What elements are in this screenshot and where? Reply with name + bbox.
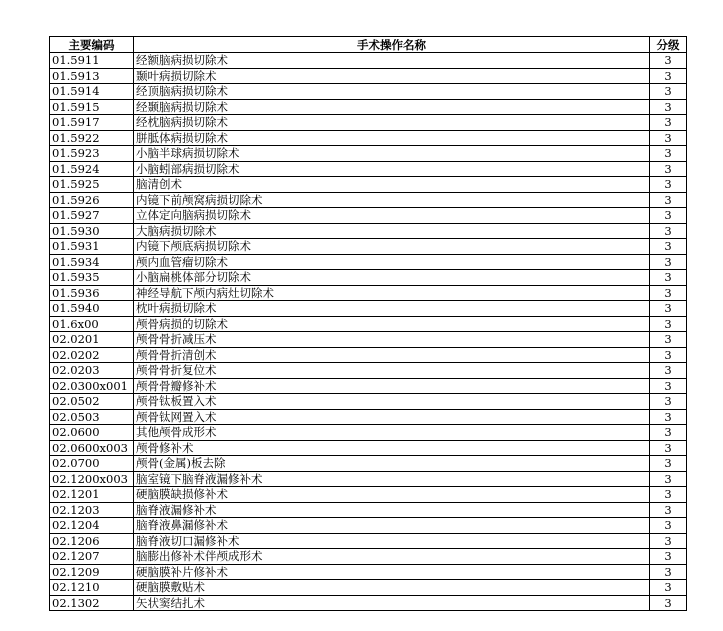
cell-name: 颅骨骨折复位术	[134, 363, 650, 379]
cell-name: 颅骨骨折减压术	[134, 332, 650, 348]
cell-grade: 3	[650, 192, 687, 208]
cell-name: 颅骨钛板置入术	[134, 394, 650, 410]
cell-code: 01.5935	[50, 270, 134, 286]
cell-grade: 3	[650, 394, 687, 410]
cell-name: 矢状窦结扎术	[134, 595, 650, 611]
table-row	[50, 84, 687, 100]
cell-code: 01.5934	[50, 254, 134, 270]
cell-grade: 3	[650, 177, 687, 193]
table-row	[50, 316, 687, 332]
cell-grade: 3	[650, 471, 687, 487]
table-row	[50, 533, 687, 549]
cell-code: 02.1204	[50, 518, 134, 534]
cell-code: 02.0502	[50, 394, 134, 410]
cell-grade: 3	[650, 425, 687, 441]
cell-name: 内镜下前颅窝病损切除术	[134, 192, 650, 208]
table-row	[50, 254, 687, 270]
cell-grade: 3	[650, 208, 687, 224]
cell-code: 02.0503	[50, 409, 134, 425]
cell-grade: 3	[650, 595, 687, 611]
cell-code: 01.5915	[50, 99, 134, 115]
cell-code: 01.5923	[50, 146, 134, 162]
table-row	[50, 502, 687, 518]
cell-code: 01.5930	[50, 223, 134, 239]
cell-grade: 3	[650, 564, 687, 580]
table-row	[50, 177, 687, 193]
cell-name: 脑脊液切口漏修补术	[134, 533, 650, 549]
cell-code: 01.5911	[50, 53, 134, 69]
cell-code: 01.5940	[50, 301, 134, 317]
cell-name: 枕叶病损切除术	[134, 301, 650, 317]
cell-grade: 3	[650, 409, 687, 425]
cell-name: 大脑病损切除术	[134, 223, 650, 239]
cell-name: 经枕脑病损切除术	[134, 115, 650, 131]
table-row	[50, 130, 687, 146]
table-row	[50, 378, 687, 394]
table-row	[50, 332, 687, 348]
cell-grade: 3	[650, 270, 687, 286]
table-body	[50, 53, 687, 611]
cell-name: 硬脑膜补片修补术	[134, 564, 650, 580]
cell-grade: 3	[650, 130, 687, 146]
table-row	[50, 347, 687, 363]
cell-code: 02.0600	[50, 425, 134, 441]
table-row	[50, 192, 687, 208]
table-row	[50, 270, 687, 286]
cell-code: 02.1200x003	[50, 471, 134, 487]
cell-name: 硬脑膜敷贴术	[134, 580, 650, 596]
cell-grade: 3	[650, 378, 687, 394]
table-row	[50, 239, 687, 255]
cell-grade: 3	[650, 456, 687, 472]
table-row	[50, 487, 687, 503]
cell-code: 02.1302	[50, 595, 134, 611]
cell-code: 02.0202	[50, 347, 134, 363]
cell-name: 经颞脑病损切除术	[134, 99, 650, 115]
cell-code: 02.0700	[50, 456, 134, 472]
cell-code: 01.5913	[50, 68, 134, 84]
table-row	[50, 363, 687, 379]
cell-code: 02.1210	[50, 580, 134, 596]
cell-name: 颅骨钛网置入术	[134, 409, 650, 425]
cell-code: 01.5931	[50, 239, 134, 255]
cell-code: 01.5924	[50, 161, 134, 177]
cell-name: 脑脊液漏修补术	[134, 502, 650, 518]
cell-code: 02.0203	[50, 363, 134, 379]
cell-grade: 3	[650, 440, 687, 456]
cell-code: 01.5926	[50, 192, 134, 208]
cell-name: 颅内血管瘤切除术	[134, 254, 650, 270]
table-row	[50, 394, 687, 410]
cell-grade: 3	[650, 316, 687, 332]
cell-grade: 3	[650, 146, 687, 162]
cell-grade: 3	[650, 549, 687, 565]
cell-grade: 3	[650, 332, 687, 348]
table-row	[50, 580, 687, 596]
cell-grade: 3	[650, 487, 687, 503]
cell-grade: 3	[650, 68, 687, 84]
table-row	[50, 518, 687, 534]
table-row	[50, 115, 687, 131]
cell-grade: 3	[650, 99, 687, 115]
cell-code: 01.5922	[50, 130, 134, 146]
cell-code: 02.1203	[50, 502, 134, 518]
cell-code: 01.5914	[50, 84, 134, 100]
cell-grade: 3	[650, 115, 687, 131]
cell-name: 硬脑膜缺损修补术	[134, 487, 650, 503]
cell-code: 01.6x00	[50, 316, 134, 332]
cell-name: 脑室镜下脑脊液漏修补术	[134, 471, 650, 487]
cell-grade: 3	[650, 347, 687, 363]
table-row	[50, 440, 687, 456]
cell-name: 小脑蚓部病损切除术	[134, 161, 650, 177]
cell-name: 颅骨骨折清创术	[134, 347, 650, 363]
cell-name: 颞叶病损切除术	[134, 68, 650, 84]
cell-code: 02.0600x003	[50, 440, 134, 456]
cell-grade: 3	[650, 502, 687, 518]
cell-code: 02.1207	[50, 549, 134, 565]
cell-code: 02.0300x001	[50, 378, 134, 394]
cell-grade: 3	[650, 84, 687, 100]
table-header-row	[50, 37, 687, 53]
cell-grade: 3	[650, 533, 687, 549]
cell-name: 脑膨出修补术伴颅成形术	[134, 549, 650, 565]
cell-name: 立体定向脑病损切除术	[134, 208, 650, 224]
cell-name: 经额脑病损切除术	[134, 53, 650, 69]
table-row	[50, 595, 687, 611]
cell-name: 颅骨(金属)板去除	[134, 456, 650, 472]
cell-grade: 3	[650, 161, 687, 177]
cell-name: 颅骨骨瓣修补术	[134, 378, 650, 394]
cell-code: 02.1201	[50, 487, 134, 503]
cell-name: 小脑扁桃体部分切除术	[134, 270, 650, 286]
table-row	[50, 564, 687, 580]
cell-code: 01.5925	[50, 177, 134, 193]
cell-grade: 3	[650, 254, 687, 270]
table-row	[50, 301, 687, 317]
cell-code: 01.5917	[50, 115, 134, 131]
table-row	[50, 68, 687, 84]
cell-name: 内镜下颅底病损切除术	[134, 239, 650, 255]
table-row	[50, 208, 687, 224]
cell-name: 神经导航下颅内病灶切除术	[134, 285, 650, 301]
header-code: 主要编码	[50, 37, 134, 53]
table-row	[50, 456, 687, 472]
table-row	[50, 549, 687, 565]
table-row	[50, 425, 687, 441]
cell-name: 脑清创术	[134, 177, 650, 193]
cell-grade: 3	[650, 363, 687, 379]
header-name: 手术操作名称	[134, 37, 650, 53]
cell-name: 脑脊液鼻漏修补术	[134, 518, 650, 534]
cell-grade: 3	[650, 580, 687, 596]
table-row	[50, 285, 687, 301]
table-row	[50, 471, 687, 487]
cell-grade: 3	[650, 239, 687, 255]
cell-code: 01.5936	[50, 285, 134, 301]
header-grade: 分级	[650, 37, 687, 53]
cell-grade: 3	[650, 518, 687, 534]
table-row	[50, 223, 687, 239]
cell-grade: 3	[650, 223, 687, 239]
cell-name: 颅骨病损的切除术	[134, 316, 650, 332]
cell-code: 01.5927	[50, 208, 134, 224]
cell-name: 胼胝体病损切除术	[134, 130, 650, 146]
cell-name: 其他颅骨成形术	[134, 425, 650, 441]
table-row	[50, 53, 687, 69]
table-row	[50, 409, 687, 425]
table-row	[50, 99, 687, 115]
cell-code: 02.0201	[50, 332, 134, 348]
cell-name: 小脑半球病损切除术	[134, 146, 650, 162]
cell-grade: 3	[650, 301, 687, 317]
table-row	[50, 161, 687, 177]
table-row	[50, 146, 687, 162]
cell-code: 02.1209	[50, 564, 134, 580]
cell-name: 颅骨修补术	[134, 440, 650, 456]
cell-name: 经顶脑病损切除术	[134, 84, 650, 100]
cell-code: 02.1206	[50, 533, 134, 549]
cell-grade: 3	[650, 53, 687, 69]
cell-grade: 3	[650, 285, 687, 301]
surgery-table	[49, 36, 687, 611]
